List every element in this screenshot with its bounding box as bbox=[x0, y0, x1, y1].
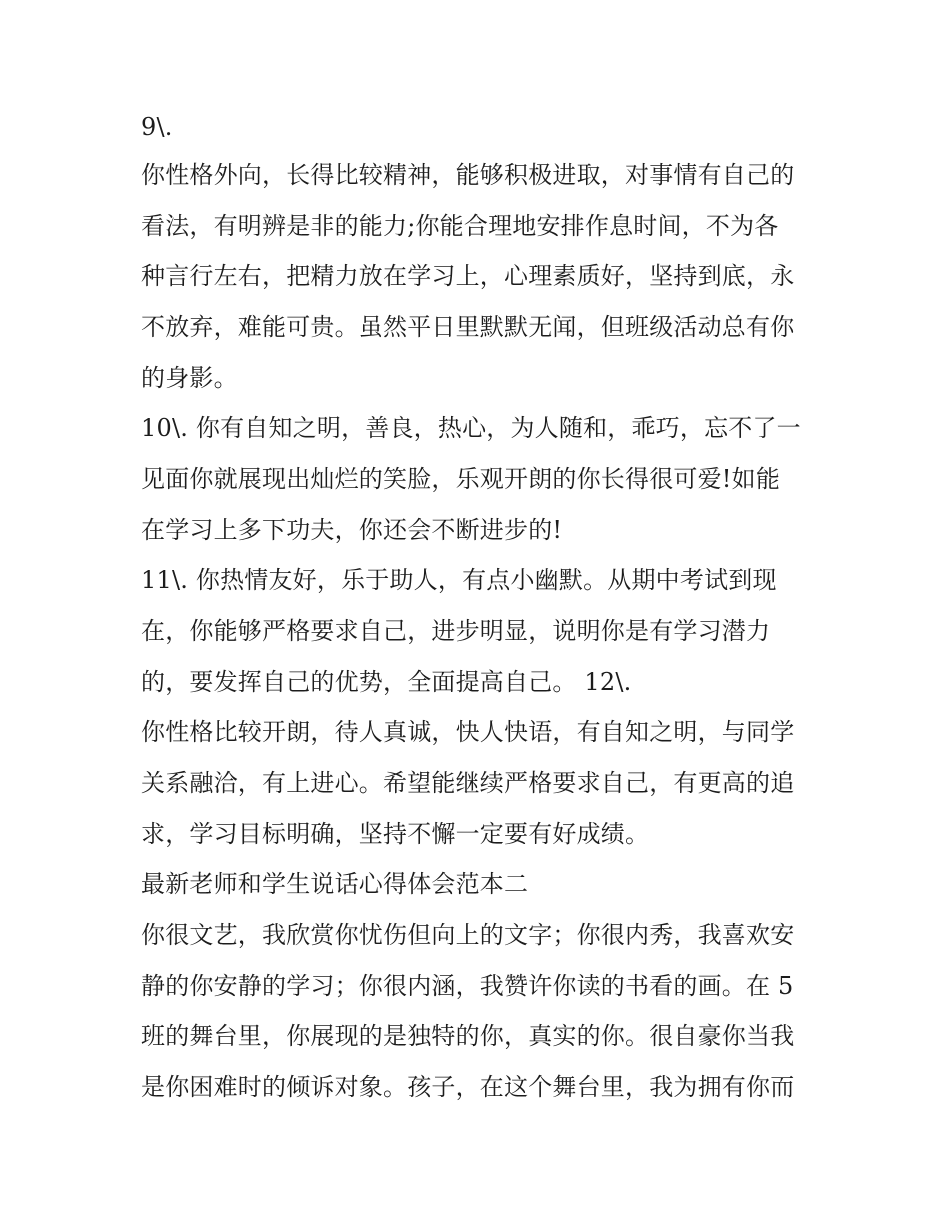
text-line-5: 不放弃，难能可贵。虽然平日里默默无闻，但班级活动总有你 bbox=[141, 313, 795, 341]
text-line-12: 的，要发挥自己的优势，全面提高自己。 12\. bbox=[141, 668, 632, 696]
text-line-9: 在学习上多下功夫，你还会不断进步的! bbox=[141, 516, 563, 544]
text-line-3: 看法，有明辨是非的能力;你能合理地安排作息时间，不为各 bbox=[141, 212, 779, 240]
text-line-11: 在，你能够严格要求自己，进步明显，说明你是有学习潜力 bbox=[141, 617, 771, 645]
text-line-4: 种言行左右，把精力放在学习上，心理素质好，坚持到底，永 bbox=[141, 262, 795, 290]
text-line-20: 是你困难时的倾诉对象。孩子，在这个舞台里，我为拥有你而 bbox=[141, 1073, 795, 1101]
text-line-2: 你性格外向，长得比较精神，能够积极进取，对事情有自己的 bbox=[141, 161, 795, 189]
text-line-6: 的身影。 bbox=[141, 364, 238, 392]
text-line-8: 见面你就展现出灿烂的笑脸，乐观开朗的你长得很可爱!如能 bbox=[141, 465, 781, 493]
text-line-17: 你很文艺，我欣赏你忧伤但向上的文字；你很内秀，我喜欢安 bbox=[141, 921, 795, 949]
text-line-14: 关系融洽，有上进心。希望能继续严格要求自己，有更高的追 bbox=[141, 769, 795, 797]
section-heading: 最新老师和学生说话心得体会范本二 bbox=[141, 870, 529, 898]
text-line-13: 你性格比较开朗，待人真诚，快人快语，有自知之明，与同学 bbox=[141, 718, 795, 746]
text-line-7: 10\. 你有自知之明，善良，热心，为人随和，乖巧，忘不了一 bbox=[141, 414, 801, 442]
text-line-18: 静的你安静的学习；你很内涵，我赞许你读的书看的画。在 5 bbox=[141, 972, 794, 1000]
text-line-19: 班的舞台里，你展现的是独特的你，真实的你。很自豪你当我 bbox=[141, 1022, 795, 1050]
text-line-15: 求，学习目标明确，坚持不懈一定要有好成绩。 bbox=[141, 820, 650, 848]
text-line-10: 11\. 你热情友好，乐于助人，有点小幽默。从期中考试到现 bbox=[141, 566, 777, 594]
text-line-1: 9\. bbox=[141, 113, 173, 141]
